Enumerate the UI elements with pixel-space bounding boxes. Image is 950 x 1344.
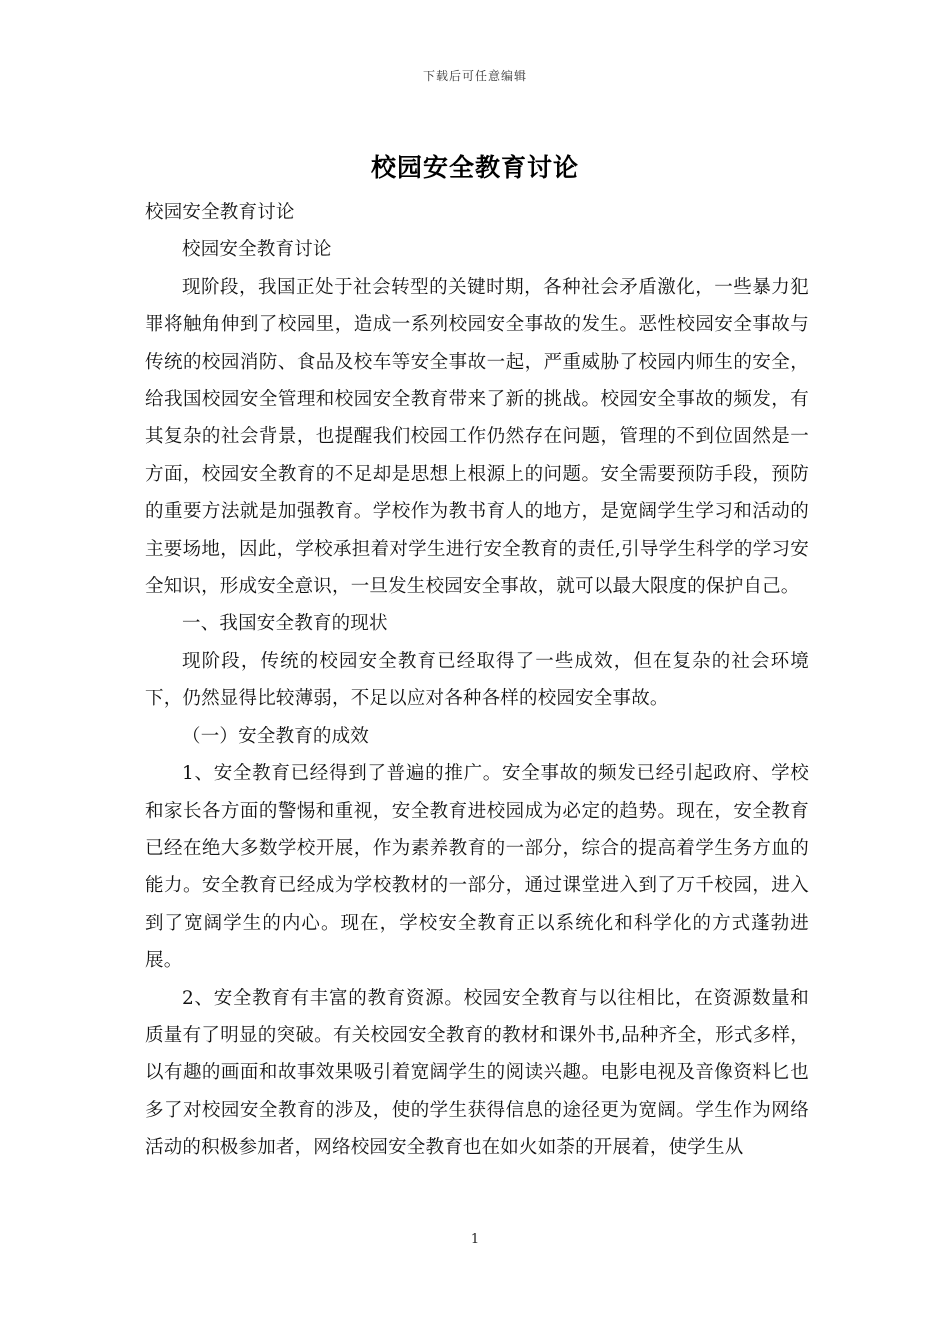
intro-paragraph: 现阶段，我国正处于社会转型的关键时期，各种社会矛盾激化，一些暴力犯罪将触角伸到了校园里，造成一系列校园安全事故的发生。恶性校园安全事故与传统的校园消防、食品及校车等安全事故一起，严重威胁了校园内师生的安全，给我国校园安全管理和校园安全教育带来了新的挑战。校园安全事故的频发，有其复杂的社会背景，也提醒我们校园工作仍然存在问题，管理的不到位固然是一方面，校园安全教育的不足却是思想上根源上的问题。安全需要预防手段，预防的重要方法就是加强教育。学校作为教书育人的地方，是宽阔学生学习和活动的主要场地，因此，学校承担着对学生进行安全教育的责任,引导学生科学的学习安全知识，形成安全意识，一旦发生校园安全事故，就可以最大限度的保护自己。 [145, 276, 809, 598]
subsection-heading: （一）安全教育的成效 [182, 725, 370, 747]
document-title: 校园安全教育讨论 [370, 153, 579, 182]
numbered-paragraph-1: 1、安全教育已经得到了普遍的推广。安全事故的频发已经引起政府、学校和家长各方面的警惕和重视，安全教育进校园成为必定的趋势。现在，安全教育已经在绝大多数学校开展，作为素养教育的一部分，综合的提高着学生务方血的能力。安全教育已经成为学校教材的一部分，通过课堂进入到了万千校园，进入到了宽阔学生的内心。现在，学校安全教育正以系统化和科学化的方式蓬勃进展。 [145, 763, 809, 972]
section-paragraph: 现阶段，传统的校园安全教育已经取得了一些成效，但在复杂的社会环境下，仍然显得比较薄弱，不足以应对各种各样的校园安全事故。 [145, 650, 809, 710]
subtitle-line: 校园安全教育讨论 [145, 202, 295, 223]
page-number: 1 [470, 1232, 480, 1247]
header-note: 下载后可任意编辑 [422, 69, 527, 83]
document-body [145, 194, 809, 1167]
section-heading: 一、我国安全教育的现状 [182, 613, 388, 635]
numbered-paragraph-2: 2、安全教育有丰富的教育资源。校园安全教育与以往相比，在资源数量和质量有了明显的突破。有关校园安全教育的教材和课外书,品种齐全，形式多样，以有趣的画面和故事效果吸引着宽阔学生的阅读兴趣。电影电视及音像资料匕也多了对校园安全教育的涉及，使的学生获得信息的途径更为宽阔。学生作为网络活动的积极参加者，网络校园安全教育也在如火如荼的开展着，使学生从 [145, 987, 809, 1159]
subtitle-line-indented: 校园安全教育讨论 [182, 239, 332, 261]
